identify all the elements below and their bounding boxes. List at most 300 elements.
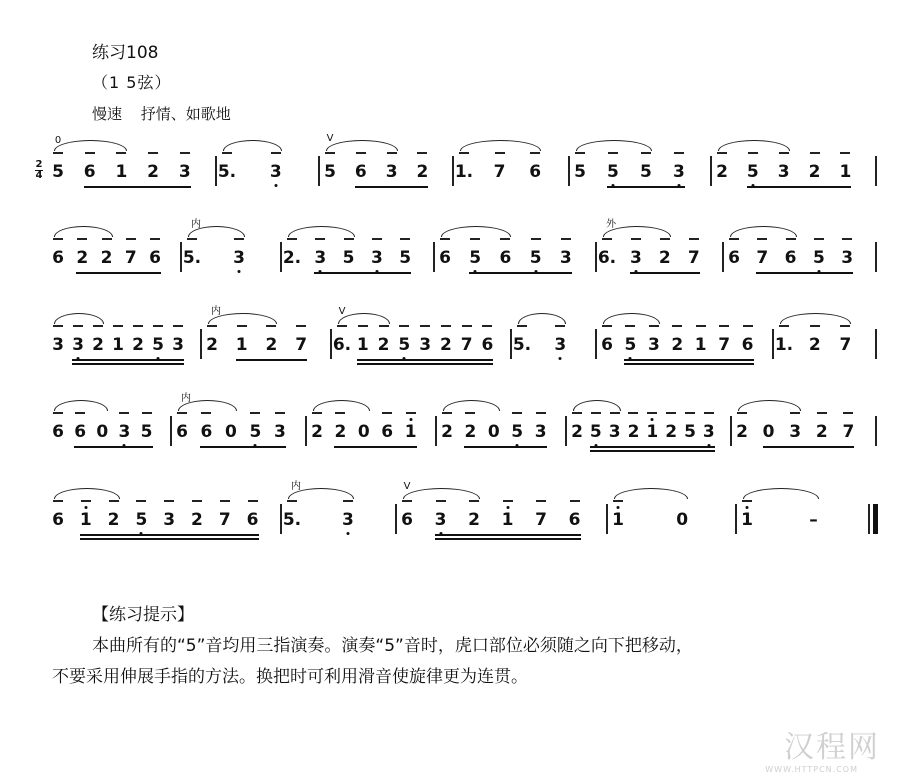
note: 5. xyxy=(182,248,202,268)
fingering-dash xyxy=(399,325,409,327)
note: 7 xyxy=(460,335,473,355)
octave-dot xyxy=(746,506,749,509)
fingering-dash xyxy=(173,325,183,327)
fingering-dash xyxy=(517,325,527,327)
note: 3 xyxy=(172,335,184,355)
fingering-dash xyxy=(153,325,163,327)
fingering-dash xyxy=(608,152,618,154)
inner-string-mark: 内 xyxy=(191,219,201,230)
note: 0 xyxy=(487,422,500,442)
note: 5. xyxy=(217,162,237,182)
tips-heading: 【练习提示】 xyxy=(92,605,194,625)
fingering-dash xyxy=(441,325,451,327)
bar-line xyxy=(565,416,567,446)
beam-line xyxy=(624,359,753,361)
note: 6 xyxy=(74,422,87,442)
note: 3 xyxy=(841,248,854,268)
slur xyxy=(338,313,390,324)
string-indication: （1 5弦） xyxy=(92,73,172,92)
note: 5 xyxy=(135,510,148,530)
tempo-speed: 慢速 xyxy=(92,105,123,123)
slur xyxy=(614,488,688,499)
fingering-dash xyxy=(53,325,63,327)
fingering-dash xyxy=(495,152,505,154)
bar-line xyxy=(452,156,454,186)
inner-string-mark: 内 xyxy=(181,393,191,404)
bar-line xyxy=(395,504,397,534)
note: 5 xyxy=(812,248,825,268)
note: 3 xyxy=(629,248,642,268)
slur xyxy=(54,313,104,324)
tips-paragraph-2: 不要采用伸展手指的方法。换把时可利用滑音使旋律更为连贯。 xyxy=(52,667,528,687)
octave-dot xyxy=(506,506,509,509)
open-string-mark: 0 xyxy=(54,135,62,146)
note: 2 xyxy=(147,162,160,182)
note: 7 xyxy=(493,162,506,182)
fingering-dash xyxy=(729,238,739,240)
fingering-dash xyxy=(641,152,651,154)
watermark-url: WWW.HTTPCN.COM xyxy=(765,765,858,774)
note: 7 xyxy=(535,510,547,530)
note: 7 xyxy=(839,335,852,355)
note: 3 xyxy=(777,162,790,182)
up-bow-mark: V xyxy=(326,133,334,144)
note: 3 xyxy=(118,422,131,442)
fingering-dash xyxy=(126,238,136,240)
note: 1 xyxy=(839,162,852,182)
note: 5 xyxy=(574,162,586,182)
fingering-dash xyxy=(512,412,522,414)
note: 5 xyxy=(324,162,336,182)
note: 5 xyxy=(342,248,355,268)
fingering-dash xyxy=(625,325,635,327)
fingering-dash xyxy=(685,412,695,414)
note: 3 xyxy=(341,510,354,530)
fingering-dash xyxy=(719,325,729,327)
note: 2 xyxy=(658,248,671,268)
bar-line xyxy=(735,504,737,534)
fingering-dash xyxy=(610,412,620,414)
note: 1 xyxy=(112,335,124,355)
fingering-dash xyxy=(530,152,540,154)
fingering-dash xyxy=(500,238,510,240)
note: 3 xyxy=(434,510,447,530)
slur xyxy=(518,313,566,324)
note: 3 xyxy=(72,335,84,355)
fingering-dash xyxy=(442,412,452,414)
bar-line xyxy=(280,242,282,272)
note: 0 xyxy=(357,422,370,442)
note: 2 xyxy=(464,422,477,442)
note: 3 xyxy=(370,248,383,268)
note: 2 xyxy=(206,335,218,355)
fingering-dash xyxy=(660,238,670,240)
bar-line xyxy=(435,416,437,446)
fingering-dash xyxy=(704,412,714,414)
beam-line xyxy=(355,186,429,188)
fingering-dash xyxy=(315,238,325,240)
slur xyxy=(730,226,797,237)
beam-line xyxy=(236,359,307,361)
slur xyxy=(460,140,541,151)
bar-line xyxy=(510,329,512,359)
fingering-dash xyxy=(187,238,197,240)
fingering-dash xyxy=(840,325,850,327)
octave-dot xyxy=(84,506,87,509)
fingering-dash xyxy=(133,325,143,327)
fingering-dash xyxy=(81,500,91,502)
note: 6 xyxy=(200,422,213,442)
note: 3 xyxy=(273,422,286,442)
beam-line xyxy=(334,446,416,448)
bar-line xyxy=(875,242,877,272)
note: 6 xyxy=(176,422,188,442)
beam-line xyxy=(84,186,191,188)
note: 0 xyxy=(762,422,775,442)
slur xyxy=(54,226,113,237)
fingering-dash xyxy=(561,238,571,240)
fingering-dash xyxy=(470,238,480,240)
slur xyxy=(54,400,108,411)
octave-dot xyxy=(346,532,349,535)
fingering-dash xyxy=(602,325,612,327)
fingering-dash xyxy=(572,412,582,414)
fingering-dash xyxy=(192,500,202,502)
bar-line xyxy=(170,416,172,446)
note: 2 xyxy=(815,422,828,442)
tempo-marking xyxy=(92,103,245,124)
fingering-dash xyxy=(382,412,392,414)
note: 5 xyxy=(511,422,524,442)
note: 5 xyxy=(640,162,652,182)
fingering-dash xyxy=(840,152,850,154)
slur xyxy=(54,140,127,151)
fingering-dash xyxy=(356,152,366,154)
slur xyxy=(441,226,511,237)
note: 6 xyxy=(401,510,413,530)
note: 1. xyxy=(774,335,794,355)
note: 6 xyxy=(52,248,64,268)
fingering-dash xyxy=(465,412,475,414)
note: 6. xyxy=(597,248,617,268)
note: 2 xyxy=(571,422,583,442)
fingering-dash xyxy=(119,412,129,414)
fingering-dash xyxy=(136,500,146,502)
note: 6 xyxy=(149,248,161,268)
slur xyxy=(743,488,819,499)
slur xyxy=(54,488,120,499)
note: 6. xyxy=(332,335,352,355)
note: 6 xyxy=(52,510,64,530)
note: 0 xyxy=(225,422,237,442)
fingering-dash xyxy=(344,238,354,240)
note: 5 xyxy=(152,335,164,355)
fingering-dash xyxy=(570,500,580,502)
fingering-dash xyxy=(536,500,546,502)
note: 6 xyxy=(52,422,64,442)
note: 7 xyxy=(687,248,700,268)
note: 2. xyxy=(282,248,302,268)
outer-string-mark: 外 xyxy=(606,219,616,230)
final-bar-line xyxy=(873,504,878,534)
slur xyxy=(223,140,282,151)
slur xyxy=(288,226,355,237)
note: 5 xyxy=(52,162,64,182)
note: 1. xyxy=(454,162,474,182)
octave-dot xyxy=(651,418,654,421)
fingering-dash xyxy=(248,500,258,502)
note: 5 xyxy=(746,162,759,182)
note: 3 xyxy=(559,248,572,268)
inner-string-mark: 内 xyxy=(211,306,221,317)
fingering-dash xyxy=(790,412,800,414)
fingering-dash xyxy=(372,238,382,240)
bar-line xyxy=(722,242,724,272)
note: 3 xyxy=(163,510,176,530)
note: 6 xyxy=(439,248,451,268)
note: 5 xyxy=(399,248,412,268)
fingering-dash xyxy=(387,152,397,154)
fingering-dash xyxy=(379,325,389,327)
note: 2 xyxy=(627,422,640,442)
note: 7 xyxy=(756,248,769,268)
note: – xyxy=(809,510,818,530)
note: 2 xyxy=(736,422,748,442)
note: 3 xyxy=(702,422,715,442)
note: 2 xyxy=(107,510,120,530)
beam-line xyxy=(357,363,494,365)
beam-line xyxy=(756,272,853,274)
fingering-dash xyxy=(177,412,187,414)
fingering-dash xyxy=(73,325,83,327)
fingering-dash xyxy=(748,152,758,154)
fingering-dash xyxy=(742,500,752,502)
fingering-dash xyxy=(757,238,767,240)
bar-line xyxy=(568,156,570,186)
note: 2 xyxy=(808,335,821,355)
slur xyxy=(443,400,500,411)
slur xyxy=(780,313,851,324)
note: 2 xyxy=(377,335,390,355)
note: 5 xyxy=(589,422,602,442)
beam-line xyxy=(590,446,715,448)
fingering-dash xyxy=(666,412,676,414)
fingering-dash xyxy=(536,412,546,414)
octave-dot xyxy=(238,270,241,273)
note: 6 xyxy=(481,335,494,355)
note: 2 xyxy=(92,335,104,355)
bar-line xyxy=(875,156,877,186)
slur xyxy=(326,140,398,151)
note: 7 xyxy=(842,422,855,442)
note: 7 xyxy=(218,510,231,530)
note: 3 xyxy=(233,248,245,268)
note: 1 xyxy=(79,510,92,530)
fingering-dash xyxy=(325,152,335,154)
fingering-dash xyxy=(53,238,63,240)
note: 7 xyxy=(124,248,137,268)
beam-line xyxy=(435,534,581,536)
note: 2 xyxy=(416,162,429,182)
note: 2 xyxy=(439,335,452,355)
fingering-dash xyxy=(786,238,796,240)
slur xyxy=(573,400,621,411)
fingering-dash xyxy=(647,412,657,414)
bar-line xyxy=(280,504,282,534)
fingering-dash xyxy=(93,325,103,327)
beam-line xyxy=(607,186,685,188)
note: 5. xyxy=(512,335,532,355)
note: 6 xyxy=(728,248,740,268)
fingering-dash xyxy=(817,412,827,414)
fingering-dash xyxy=(737,412,747,414)
note: 2 xyxy=(716,162,728,182)
fingering-dash xyxy=(436,500,446,502)
note: 5 xyxy=(249,422,262,442)
watermark-logo: 汉程网 xyxy=(784,730,880,765)
octave-dot xyxy=(617,506,620,509)
fingering-dash xyxy=(779,152,789,154)
fingering-dash xyxy=(591,412,601,414)
bar-line xyxy=(200,329,202,359)
note: 2 xyxy=(265,335,278,355)
fingering-dash xyxy=(631,238,641,240)
note: 3 xyxy=(52,335,64,355)
note: 2 xyxy=(311,422,323,442)
fingering-dash xyxy=(113,325,123,327)
fingering-dash xyxy=(75,412,85,414)
note: 3 xyxy=(385,162,398,182)
note: 5 xyxy=(398,335,411,355)
note: 1 xyxy=(404,422,417,442)
note: 3 xyxy=(419,335,432,355)
bar-line xyxy=(180,242,182,272)
fingering-dash xyxy=(116,152,126,154)
fingering-dash xyxy=(417,152,427,154)
beam-line xyxy=(630,272,700,274)
up-bow-mark: V xyxy=(403,481,411,492)
up-bow-mark: V xyxy=(338,306,346,317)
bar-line xyxy=(433,242,435,272)
beam-line xyxy=(72,359,184,361)
note: 2 xyxy=(665,422,678,442)
fingering-dash xyxy=(842,238,852,240)
note: 1 xyxy=(235,335,248,355)
bar-line xyxy=(215,156,217,186)
fingering-dash xyxy=(207,325,217,327)
fingering-dash xyxy=(337,325,347,327)
fingering-dash xyxy=(482,325,492,327)
fingering-dash xyxy=(102,238,112,240)
fingering-dash xyxy=(406,412,416,414)
bar-line xyxy=(730,416,732,446)
fingering-dash xyxy=(201,412,211,414)
time-sig-bottom: 4 xyxy=(35,170,43,181)
fingering-dash xyxy=(602,238,612,240)
fingering-dash xyxy=(312,412,322,414)
beam-line xyxy=(80,538,259,540)
fingering-dash xyxy=(402,500,412,502)
beam-line xyxy=(469,272,572,274)
fingering-dash xyxy=(672,325,682,327)
beam-line xyxy=(464,446,546,448)
fingering-dash xyxy=(266,325,276,327)
time-sig-top: 2 xyxy=(35,159,43,170)
fingering-dash xyxy=(440,238,450,240)
fingering-dash xyxy=(555,325,565,327)
note: 3 xyxy=(314,248,327,268)
tempo-expression: 抒情、如歌地 xyxy=(140,105,231,123)
note: 7 xyxy=(295,335,308,355)
fingering-dash xyxy=(531,238,541,240)
fingering-dash xyxy=(814,238,824,240)
fingering-dash xyxy=(628,412,638,414)
bar-line xyxy=(868,504,870,534)
fingering-dash xyxy=(222,152,232,154)
bar-line xyxy=(305,416,307,446)
bar-line xyxy=(330,329,332,359)
note: 6 xyxy=(381,422,394,442)
beam-line xyxy=(590,450,715,452)
slur xyxy=(576,140,652,151)
beam-line xyxy=(80,534,259,536)
beam-line xyxy=(200,446,285,448)
bar-line xyxy=(875,416,877,446)
slur xyxy=(718,140,790,151)
note: 3 xyxy=(647,335,660,355)
note: 6 xyxy=(741,335,754,355)
note: 5 xyxy=(684,422,696,442)
slur xyxy=(603,313,660,324)
fingering-dash xyxy=(275,412,285,414)
beam-line xyxy=(357,359,494,361)
note: 2 xyxy=(132,335,144,355)
note: 1 xyxy=(612,510,624,530)
fingering-dash xyxy=(142,412,152,414)
fingering-dash xyxy=(689,238,699,240)
octave-dot xyxy=(559,357,562,360)
beam-line xyxy=(72,363,184,365)
note: 5. xyxy=(282,510,302,530)
note: 2 xyxy=(441,422,453,442)
fingering-dash xyxy=(53,152,63,154)
beam-line xyxy=(763,446,855,448)
fingering-dash xyxy=(717,152,727,154)
note: 2 xyxy=(334,422,347,442)
note: 5 xyxy=(624,335,637,355)
note: 6 xyxy=(354,162,367,182)
note: 1 xyxy=(694,335,707,355)
fingering-dash xyxy=(220,500,230,502)
note: 1 xyxy=(646,422,659,442)
note: 0 xyxy=(676,510,689,530)
note: 2 xyxy=(468,510,480,530)
fingering-dash xyxy=(287,238,297,240)
note: 7 xyxy=(718,335,731,355)
fingering-dash xyxy=(180,152,190,154)
fingering-dash xyxy=(271,152,281,154)
note: 6 xyxy=(83,162,96,182)
beam-line xyxy=(624,363,753,365)
note: 5 xyxy=(607,162,619,182)
fingering-dash xyxy=(296,325,306,327)
fingering-dash xyxy=(287,500,297,502)
beam-line xyxy=(76,272,161,274)
note: 6 xyxy=(246,510,259,530)
bar-line xyxy=(875,329,877,359)
note: 2 xyxy=(808,162,821,182)
slur xyxy=(313,400,370,411)
